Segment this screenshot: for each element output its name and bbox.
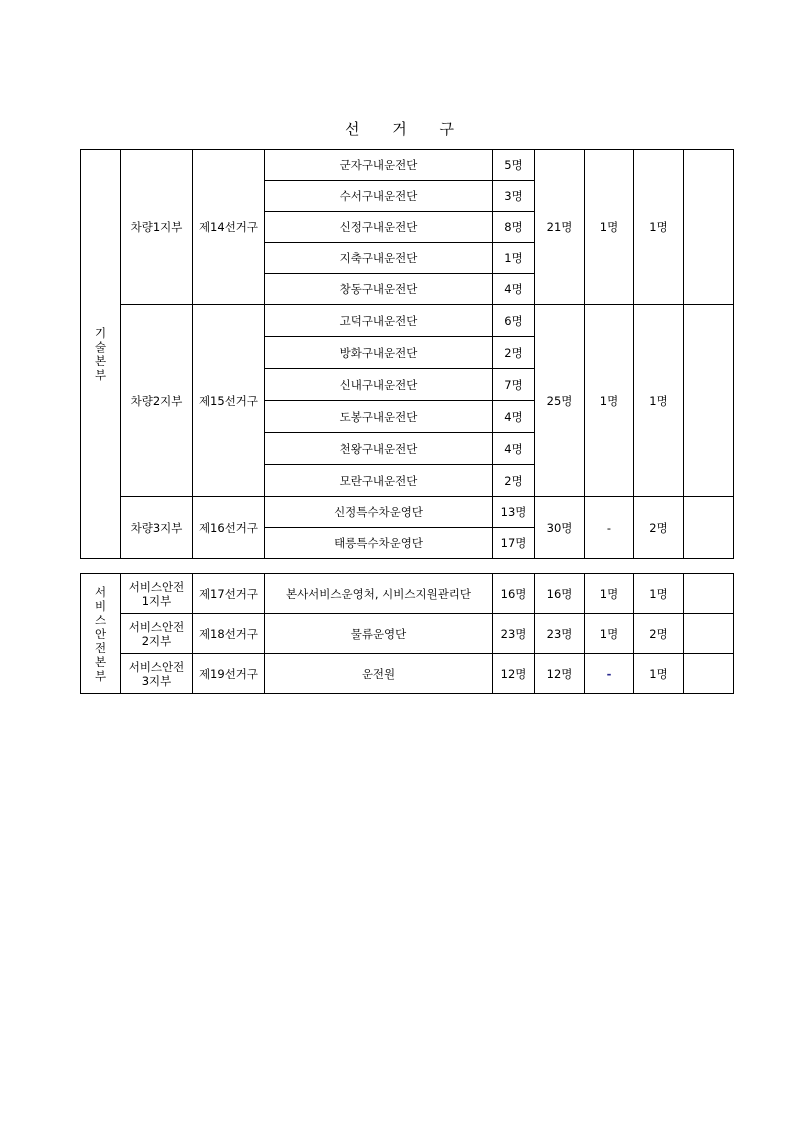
unit-cell: 신내구내운전단 [265, 369, 493, 401]
col-b-cell: 1명 [634, 654, 684, 694]
district-cell: 제14선거구 [193, 150, 265, 305]
branch-cell: 차량2지부 [121, 305, 193, 497]
count-cell: 12명 [493, 654, 535, 694]
branch-cell: 서비스안전 2지부 [121, 614, 193, 654]
headquarters-cell: 기 술 본 부 [81, 150, 121, 559]
unit-cell: 태릉특수차운영단 [265, 528, 493, 559]
count-cell: 23명 [493, 614, 535, 654]
col-a-cell: - [585, 497, 634, 559]
unit-cell: 물류운영단 [265, 614, 493, 654]
unit-cell: 수서구내운전단 [265, 181, 493, 212]
branch-cell: 서비스안전 3지부 [121, 654, 193, 694]
district-cell: 제16선거구 [193, 497, 265, 559]
table-row [81, 305, 734, 337]
district-table-technical [80, 149, 734, 559]
col-a-cell: 1명 [585, 574, 634, 614]
count-cell: 2명 [493, 337, 535, 369]
total-cell: 16명 [535, 574, 585, 614]
count-cell: 4명 [493, 433, 535, 465]
col-b-cell: 1명 [634, 305, 684, 497]
district-cell: 제19선거구 [193, 654, 265, 694]
count-cell: 17명 [493, 528, 535, 559]
col-b-cell: 2명 [634, 497, 684, 559]
col-c-cell [684, 654, 734, 694]
col-c-cell [684, 497, 734, 559]
unit-cell: 천왕구내운전단 [265, 433, 493, 465]
unit-cell: 도봉구내운전단 [265, 401, 493, 433]
col-a-cell: 1명 [585, 614, 634, 654]
total-cell: 25명 [535, 305, 585, 497]
unit-cell: 모란구내운전단 [265, 465, 493, 497]
headquarters-cell: 서 비 스 안 전 본 부 [81, 574, 121, 694]
table-row [81, 654, 734, 694]
count-cell: 13명 [493, 497, 535, 528]
district-cell: 제17선거구 [193, 574, 265, 614]
unit-cell: 고덕구내운전단 [265, 305, 493, 337]
col-c-cell [684, 150, 734, 305]
col-c-cell [684, 574, 734, 614]
table-row [81, 150, 734, 181]
count-cell: 1명 [493, 243, 535, 274]
unit-cell: 운전원 [265, 654, 493, 694]
table-row [81, 614, 734, 654]
count-cell: 4명 [493, 401, 535, 433]
count-cell: 7명 [493, 369, 535, 401]
count-cell: 4명 [493, 274, 535, 305]
col-c-cell [684, 305, 734, 497]
col-b-cell: 1명 [634, 574, 684, 614]
unit-cell: 본사서비스운영처, 시비스지원관리단 [265, 574, 493, 614]
unit-cell: 군자구내운전단 [265, 150, 493, 181]
table-row [81, 497, 734, 528]
count-cell: 16명 [493, 574, 535, 614]
col-a-cell: 1명 [585, 150, 634, 305]
total-cell: 12명 [535, 654, 585, 694]
branch-cell: 차량3지부 [121, 497, 193, 559]
unit-cell: 창동구내운전단 [265, 274, 493, 305]
table-row [81, 574, 734, 614]
count-cell: 6명 [493, 305, 535, 337]
branch-cell: 서비스안전 1지부 [121, 574, 193, 614]
unit-cell: 방화구내운전단 [265, 337, 493, 369]
col-a-cell: 1명 [585, 305, 634, 497]
count-cell: 5명 [493, 150, 535, 181]
district-cell: 제15선거구 [193, 305, 265, 497]
page-title: 선 거 구 [344, 120, 468, 138]
col-c-cell [684, 614, 734, 654]
total-cell: 23명 [535, 614, 585, 654]
col-b-cell: 1명 [634, 150, 684, 305]
col-a-cell: - [585, 654, 634, 694]
total-cell: 21명 [535, 150, 585, 305]
branch-cell: 차량1지부 [121, 150, 193, 305]
district-table-service-safety [80, 573, 734, 694]
col-b-cell: 2명 [634, 614, 684, 654]
total-cell: 30명 [535, 497, 585, 559]
unit-cell: 지축구내운전단 [265, 243, 493, 274]
count-cell: 2명 [493, 465, 535, 497]
count-cell: 8명 [493, 212, 535, 243]
unit-cell: 신정특수차운영단 [265, 497, 493, 528]
unit-cell: 신정구내운전단 [265, 212, 493, 243]
count-cell: 3명 [493, 181, 535, 212]
district-cell: 제18선거구 [193, 614, 265, 654]
